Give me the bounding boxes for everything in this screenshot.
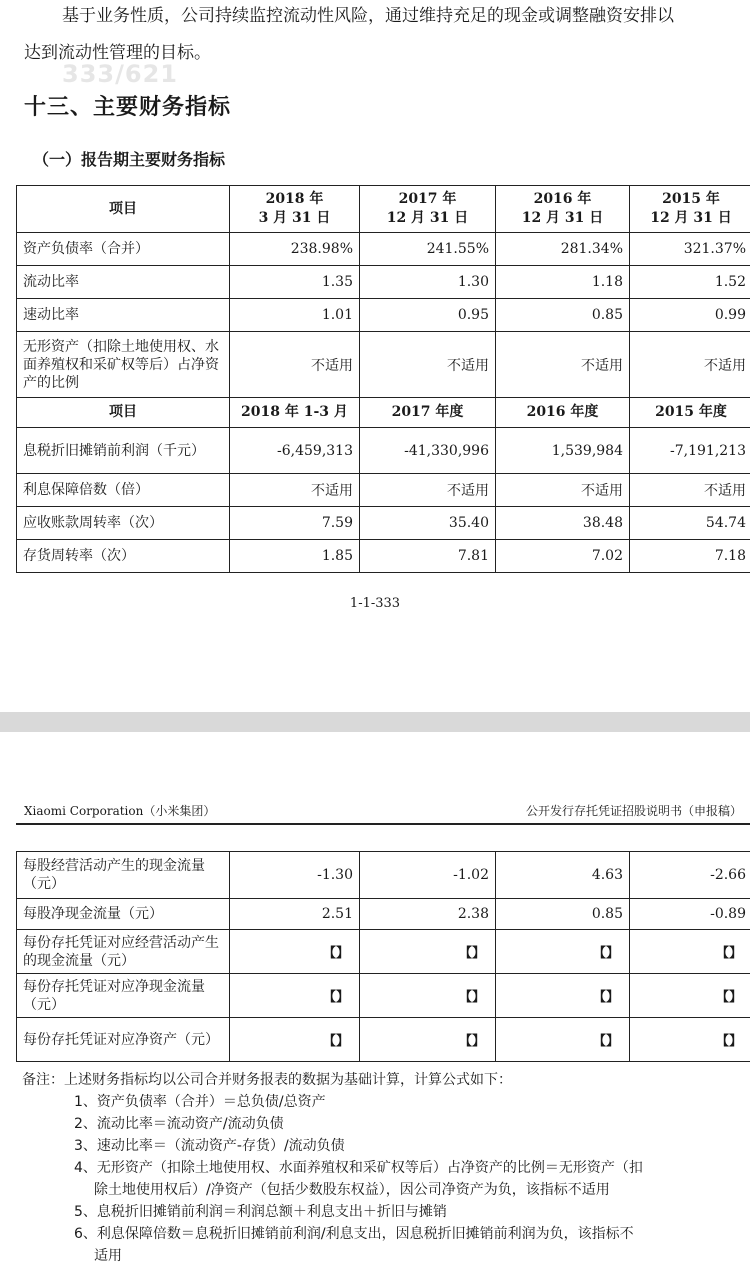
header-item: 项目 (17, 186, 230, 233)
subheader-item: 项目 (17, 398, 230, 428)
running-header-title: 公开发行存托凭证招股说明书（申报稿） (526, 802, 742, 819)
cell: 7.18 (630, 540, 750, 573)
header-col-4: 2015 年 12 月 31 日 (630, 186, 750, 233)
cell: 0.85 (496, 299, 630, 332)
cell: 【】 (360, 974, 496, 1018)
cell: 【】 (360, 1018, 496, 1062)
table-row (17, 332, 750, 398)
header-col-3: 2016 年 12 月 31 日 (496, 186, 630, 233)
cell: 4.63 (496, 852, 630, 899)
cell: 【】 (496, 974, 630, 1018)
cell: 1.85 (230, 540, 360, 573)
section-title: 十三、主要财务指标 (24, 90, 231, 121)
financial-indicators-table (16, 185, 750, 573)
cell: -0.89 (630, 899, 750, 930)
note-item: 4、无形资产（扣除土地使用权、水面养殖权和采矿权等后）占净资产的比例＝无形资产（扣 (74, 1158, 643, 1178)
cell: -1.02 (360, 852, 496, 899)
cell: 不适用 (496, 474, 630, 507)
cell: 2.38 (360, 899, 496, 930)
row-label: 资产负债率（合并） (17, 233, 230, 266)
note-item: 3、速动比率＝（流动资产-存货）/流动负债 (74, 1136, 345, 1156)
cell: 7.02 (496, 540, 630, 573)
subheader-col-3: 2016 年度 (496, 398, 630, 428)
intro-line-2: 达到流动性管理的目标。 (24, 42, 211, 64)
cell: 不适用 (230, 332, 360, 398)
header-col-1: 2018 年 3 月 31 日 (230, 186, 360, 233)
table-subheader-row (17, 398, 750, 428)
table-row (17, 852, 750, 899)
table-row (17, 1018, 750, 1062)
cell: -1.30 (230, 852, 360, 899)
table-row (17, 428, 750, 474)
cell: 321.37% (630, 233, 750, 266)
note-item: 2、流动比率＝流动资产/流动负债 (74, 1114, 284, 1134)
cell: 1.52 (630, 266, 750, 299)
cell: 1.01 (230, 299, 360, 332)
running-header-company: Xiaomi Corporation（小米集团） (24, 802, 215, 819)
note-item: 1、资产负债率（合并）＝总负债/总资产 (74, 1092, 326, 1112)
table-row (17, 474, 750, 507)
cell: 0.85 (496, 899, 630, 930)
notes-intro: 备注：上述财务指标均以公司合并财务报表的数据为基础计算，计算公式如下： (22, 1070, 512, 1090)
cell: 0.95 (360, 299, 496, 332)
table-row (17, 974, 750, 1018)
table-row (17, 233, 750, 266)
cell: 【】 (230, 930, 360, 974)
cell: -41,330,996 (360, 428, 496, 474)
row-label: 息税折旧摊销前利润（千元） (17, 428, 230, 474)
cell: 1.30 (360, 266, 496, 299)
cell: 【】 (630, 974, 750, 1018)
cell: 【】 (630, 930, 750, 974)
row-label: 每股经营活动产生的现金流量（元） (17, 852, 230, 899)
header-col-2: 2017 年 12 月 31 日 (360, 186, 496, 233)
page-separator (0, 712, 750, 732)
row-label: 利息保障倍数（倍） (17, 474, 230, 507)
cell: -2.66 (630, 852, 750, 899)
subheader-col-4: 2015 年度 (630, 398, 750, 428)
row-label: 每股净现金流量（元） (17, 899, 230, 930)
cell: 不适用 (230, 474, 360, 507)
note-item-continued: 适用 (94, 1246, 122, 1266)
table-row (17, 930, 750, 974)
cell: 0.99 (630, 299, 750, 332)
table-header-row (17, 186, 750, 233)
subheader-col-1: 2018 年 1-3 月 (230, 398, 360, 428)
row-label: 流动比率 (17, 266, 230, 299)
row-label: 每份存托凭证对应净现金流量（元） (17, 974, 230, 1018)
row-label: 速动比率 (17, 299, 230, 332)
row-label: 存货周转率（次） (17, 540, 230, 573)
cell: 【】 (496, 930, 630, 974)
cell: 【】 (360, 930, 496, 974)
cell: 1,539,984 (496, 428, 630, 474)
cell: 1.35 (230, 266, 360, 299)
financial-indicators-table-continued (16, 851, 750, 1062)
cell: 不适用 (496, 332, 630, 398)
subsection-title: （一）报告期主要财务指标 (33, 147, 225, 170)
cell: 【】 (230, 1018, 360, 1062)
cell: 不适用 (630, 474, 750, 507)
cell: 54.74 (630, 507, 750, 540)
row-label: 每份存托凭证对应净资产（元） (17, 1018, 230, 1062)
cell: 【】 (230, 974, 360, 1018)
subheader-col-2: 2017 年度 (360, 398, 496, 428)
cell: -6,459,313 (230, 428, 360, 474)
note-item: 5、息税折旧摊销前利润＝利润总额＋利息支出＋折旧与摊销 (74, 1202, 447, 1222)
table-row (17, 540, 750, 573)
cell: 2.51 (230, 899, 360, 930)
cell: 7.59 (230, 507, 360, 540)
table-row (17, 507, 750, 540)
cell: 不适用 (360, 474, 496, 507)
table-row (17, 899, 750, 930)
intro-line-1: 基于业务性质，公司持续监控流动性风险，通过维持充足的现金或调整融资安排以 (62, 5, 674, 27)
header-rule (16, 823, 750, 825)
cell: 【】 (630, 1018, 750, 1062)
note-item-continued: 除土地使用权后）/净资产（包括少数股东权益），因公司净资产为负，该指标不适用 (94, 1180, 610, 1200)
table-row (17, 299, 750, 332)
table-row (17, 266, 750, 299)
row-label: 每份存托凭证对应经营活动产生的现金流量（元） (17, 930, 230, 974)
cell: 238.98% (230, 233, 360, 266)
cell: 281.34% (496, 233, 630, 266)
cell: 【】 (496, 1018, 630, 1062)
cell: 7.81 (360, 540, 496, 573)
cell: 241.55% (360, 233, 496, 266)
row-label: 应收账款周转率（次） (17, 507, 230, 540)
page-number: 1-1-333 (0, 596, 750, 611)
cell: 1.18 (496, 266, 630, 299)
cell: 不适用 (630, 332, 750, 398)
cell: 35.40 (360, 507, 496, 540)
page-counter-watermark: 333/621 (62, 60, 178, 88)
cell: -7,191,213 (630, 428, 750, 474)
row-label: 无形资产（扣除土地使用权、水面养殖权和采矿权等后）占净资产的比例 (17, 332, 230, 398)
note-item: 6、利息保障倍数＝息税折旧摊销前利润/利息支出，因息税折旧摊销前利润为负，该指标不 (74, 1224, 634, 1244)
cell: 38.48 (496, 507, 630, 540)
cell: 不适用 (360, 332, 496, 398)
